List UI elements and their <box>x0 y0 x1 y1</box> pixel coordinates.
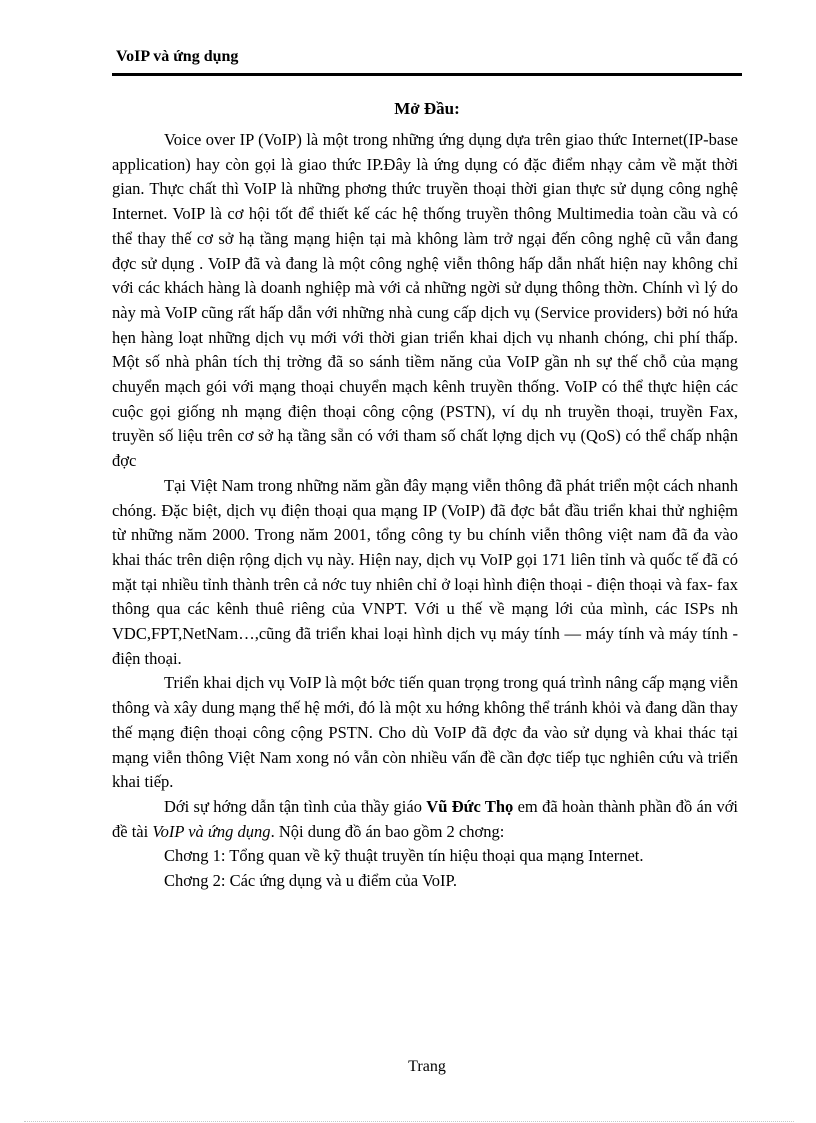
chapter-item-1: Chơng 1: Tổng quan về kỹ thuật truyền tín hiệu thoại qua mạng Internet. <box>164 846 644 866</box>
chapter-item-2: Chơng 2: Các ứng dụng và u điểm của VoIP. <box>164 871 457 891</box>
paragraph-text: . Nội dung đồ án bao gồm 2 chơng: <box>270 821 505 841</box>
paragraph-text: em đã hoàn thành phần đồ án với đề tài <box>112 796 738 841</box>
teacher-name: Vũ Đức Thọ <box>426 796 514 816</box>
intro-paragraph-3: Triển khai dịch vụ VoIP là một bớc tiến quan trọng trong quá trình nâng cấp mạng viễn thông và xây dung mạng thế hệ mới, đó là một xu hớng không thể tránh khỏi và đang dần thay thế mạng điện thoại công cộng PSTN. Cho dù VoIP đã đợc đa vào sử dụng và khai thác tại mạng viễn thông Việt Nam xong nó vẫn còn nhiều vấn đề cần đợc tiếp tục nghiên cứu và triển khai tiếp. <box>112 673 738 792</box>
intro-paragraph-2: Tại Việt Nam trong những năm gần đây mạng viễn thông đã phát triển một cách nhanh chóng. Đặc biệt, dịch vụ điện thoại qua mạng IP (VoIP) đã đợc bắt đầu triển khai thử nghiệm từ những năm 2000. Trong năm 2001, tổng công ty bu chính viễn thông việt nam đã đa vào khai thác trên diện rộng dịch vụ này. Hiện nay, dịch vụ VoIP gọi 171 liên tỉnh và quốc tế đã có mặt tại nhiều tỉnh thành trên cả nớc tuy nhiên chỉ ở loại hình điện thoại - điện thoại và fax- fax thông qua các kênh thuê riêng của VNPT. Với u thế về mạng lới của mình, các ISPs nh VDC,FPT,NetNam…,cũng đã triển khai loại hình dịch vụ máy tính — máy tính và máy tính - điện thoại. <box>112 475 738 668</box>
intro-paragraph-1: Voice over IP (VoIP) là một trong những ứng dụng dựa trên giao thức Internet(IP-base application) hay còn gọi là giao thức IP.Đây là ứng dụng có đặc điểm nhạy cảm về mặt thời gian. Thực chất thì VoIP là những phơng thức truyền thoại thời gian thực sử dụng công nghệ Internet. VoIP là cơ hội tốt để thiết kế các hệ thống truyền thông Multimedia toàn cầu và có thể thay thế cơ sở hạ tầng mạng hiện tại mà không làm trở ngại đến công nghệ cũ vẫn đang đợc sử dụng . VoIP đã và đang là một công nghệ viễn thông hấp dẫn nhất hiện nay không chỉ với các khách hàng là doanh nghiệp mà với cả những ngời sử dụng thông thờn. Chính vì lý do này mà VoIP cũng rất hấp dẫn với những nhà cung cấp dịch vụ (Service providers) bởi nó hứa hẹn hàng loạt những dịch vụ mới với thời gian triển khai dịch vụ nhanh chóng, chi phí thấp. Một số nhà phân tích thị trờng đã so sánh tiềm năng của VoIP gần nh sự thế chỗ của mạng chuyển mạch gói với mạng thoại chuyển mạch kênh truyền thống. VoIP có thể thực hiện các cuộc gọi giống nh mạng điện thoại công cộng (PSTN), ví dụ nh truyền thoại, truyền Fax, truyền số liệu trên cơ sở hạ tầng sẵn có với tham số chất lợng dịch vụ (QoS) có thể chấp nhận đợc <box>112 130 738 471</box>
document-title: Mở Đầu: <box>394 99 460 118</box>
running-header-title: VoIP và ứng dụng <box>116 48 239 65</box>
intro-paragraph-4 <box>112 795 738 844</box>
document-body <box>112 128 738 894</box>
page-footer-label: Trang <box>408 1058 446 1075</box>
header-divider <box>112 73 742 76</box>
thesis-topic: VoIP và ứng dụng <box>152 821 271 841</box>
paragraph-text: Dới sự hớng dẫn tận tình của thầy giáo <box>164 796 427 816</box>
page-bottom-divider <box>24 1121 794 1122</box>
